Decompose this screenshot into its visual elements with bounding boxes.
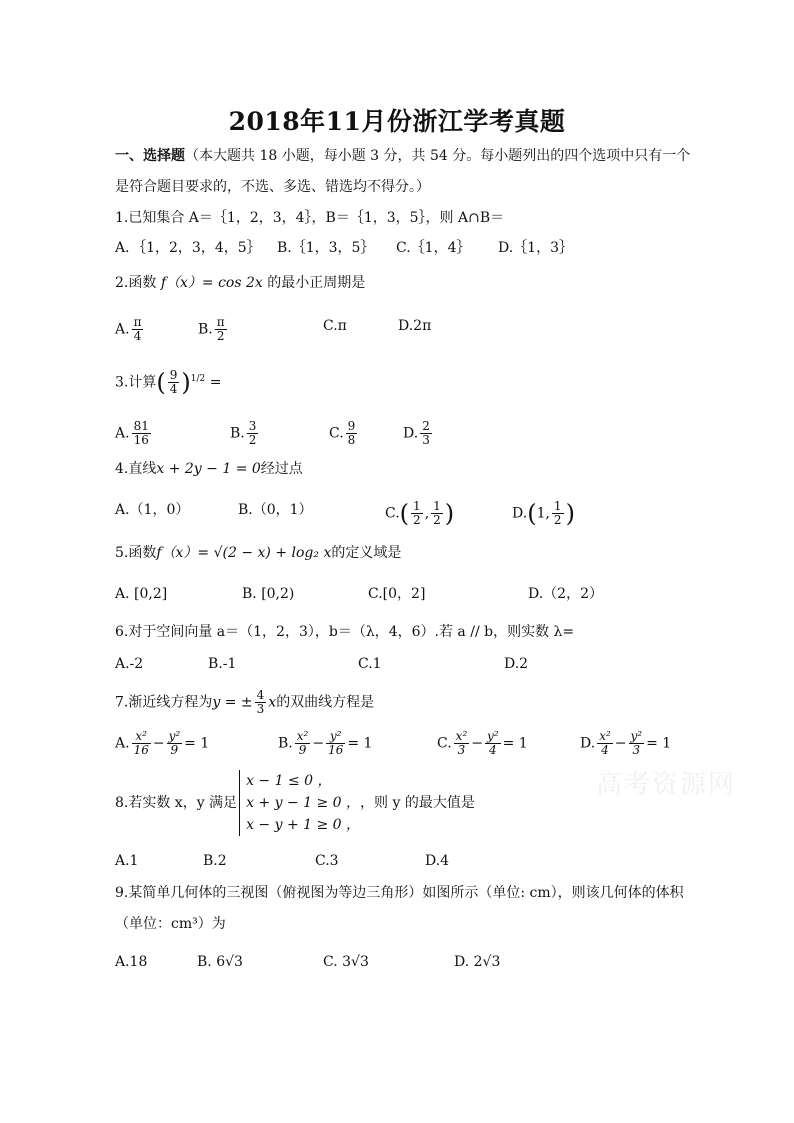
q7-option-d: D. $\frac{\text{x²}}{4}$ − $\frac{\text{y²}}{3}$ = 1 — [580, 729, 672, 757]
q4-option-b: B.（0，1） — [238, 502, 313, 518]
q6-option-a: A.-2 — [115, 656, 144, 672]
q1-stem: 1.已知集合 A＝｛1，2，3，4｝，B＝｛1，3，5｝，则 A∩B＝ — [115, 210, 505, 226]
q8-option-a: A.1 — [115, 853, 139, 869]
q3-stem: 3.计算( $\frac{9}{4}$ )$^{1/2}$ = — [115, 368, 222, 397]
q2-stem: 2.函数 f（x）= cos 2x 的最小正周期是 — [115, 275, 366, 291]
q5-stem: 5.函数f（x）= √(2 − x) + log₂ x的定义域是 — [115, 545, 402, 561]
section-header — [115, 146, 690, 166]
q8-stem: 8.若实数 x，y 满足 x − 1 ≤ 0 ， x + y − 1 ≥ 0 ， x − y + 1 ≥ 0 ， ，则 y 的最大值是 — [115, 770, 475, 836]
q3-option-c: C. $\frac{9}{8}$ — [329, 419, 356, 447]
q5-option-b: B. [0,2) — [242, 586, 295, 602]
q2-option-c: C.π — [323, 318, 347, 334]
q4-stem: 4.直线x + 2y − 1 = 0经过点 — [115, 461, 303, 477]
q2-option-b: B. $\frac{\pi}{2}$ — [198, 315, 225, 343]
q5-option-c: C.[0，2] — [368, 586, 426, 602]
q6-option-d: D.2 — [504, 656, 529, 672]
q2-option-d: D.2π — [398, 318, 432, 334]
section-desc-1: （本大题共 18 小题，每小题 3 分，共 54 分。每小题列出的四个选项中只有一个 — [185, 148, 691, 164]
q3-option-d: D. $\frac{2}{3}$ — [403, 419, 430, 447]
q8-option-b: B.2 — [203, 853, 227, 869]
q5-formula: f（x）= √(2 − x) + log₂ x — [156, 545, 332, 561]
q9-option-b: B. 6√3 — [197, 954, 243, 970]
q1-option-c: C.｛1，4｝ — [396, 240, 471, 256]
section-desc-2: 是符合题目要求的，不选、多选、错选均不得分。） — [115, 179, 430, 195]
q9-stem-1: 9.某简单几何体的三视图（俯视图为等边三角形）如图所示（单位: cm），则该几何体的体积 — [115, 885, 684, 901]
q4-equation: x + 2y − 1 = 0 — [156, 461, 261, 477]
q9-option-a: A.18 — [115, 954, 148, 970]
q1-option-a: A．｛1，2，3，4，5｝ — [115, 240, 261, 256]
q1-option-b: B.｛1，3，5｝ — [277, 240, 375, 256]
q5-option-a: A. [0,2] — [115, 586, 168, 602]
q3-option-a: A. $\frac{81}{16}$ — [115, 419, 149, 447]
q7-stem: 7.渐近线方程为y = ± $\frac{4}{3}$ x的双曲线方程是 — [115, 688, 375, 716]
q9-option-d: D. 2√3 — [454, 954, 501, 970]
q8-option-c: C.3 — [315, 853, 339, 869]
q4-option-c: C.( $\frac{1}{2}$ , $\frac{1}{2}$ ) — [385, 499, 455, 528]
q8-constraint-system: x − 1 ≤ 0 ， x + y − 1 ≥ 0 ， x − y + 1 ≥ 0 ， — [239, 770, 360, 836]
q1-option-d: D.｛1，3｝ — [498, 240, 573, 256]
q6-stem: 6.对于空间向量 a＝（1，2，3），b＝（λ，4，6）.若 a // b，则实数 λ= — [115, 624, 575, 640]
q9-stem-2: （单位：cm³）为 — [115, 916, 226, 932]
watermark: 高考资源网 — [596, 770, 737, 800]
q9-option-c: C. 3√3 — [323, 954, 369, 970]
q6-option-c: C.1 — [358, 656, 382, 672]
q4-option-d: D.(1, $\frac{1}{2}$ ) — [512, 499, 575, 528]
q7-option-a: A. $\frac{\text{x²}}{16}$ − $\frac{\text{y²}}{9}$ = 1 — [115, 729, 210, 757]
q7-option-c: C. $\frac{\text{x²}}{3}$ − $\frac{\text{y²}}{4}$ = 1 — [437, 729, 528, 757]
q6-option-b: B.-1 — [208, 656, 237, 672]
q4-option-a: A.（1，0） — [115, 502, 190, 518]
q2-option-a: A. $\frac{\pi}{4}$ — [115, 315, 142, 343]
q5-option-d: D.（2，2） — [528, 586, 603, 602]
q7-option-b: B. $\frac{\text{x²}}{9}$ − $\frac{\text{y²}}{16}$ = 1 — [278, 729, 373, 757]
section-heading: 一、选择题 — [115, 148, 185, 164]
q2-formula: f（x）= cos 2x — [160, 275, 263, 291]
q8-option-d: D.4 — [425, 853, 450, 869]
page-title: 2018年11月份浙江学考真题 — [228, 107, 566, 136]
q3-option-b: B. $\frac{3}{2}$ — [230, 419, 257, 447]
